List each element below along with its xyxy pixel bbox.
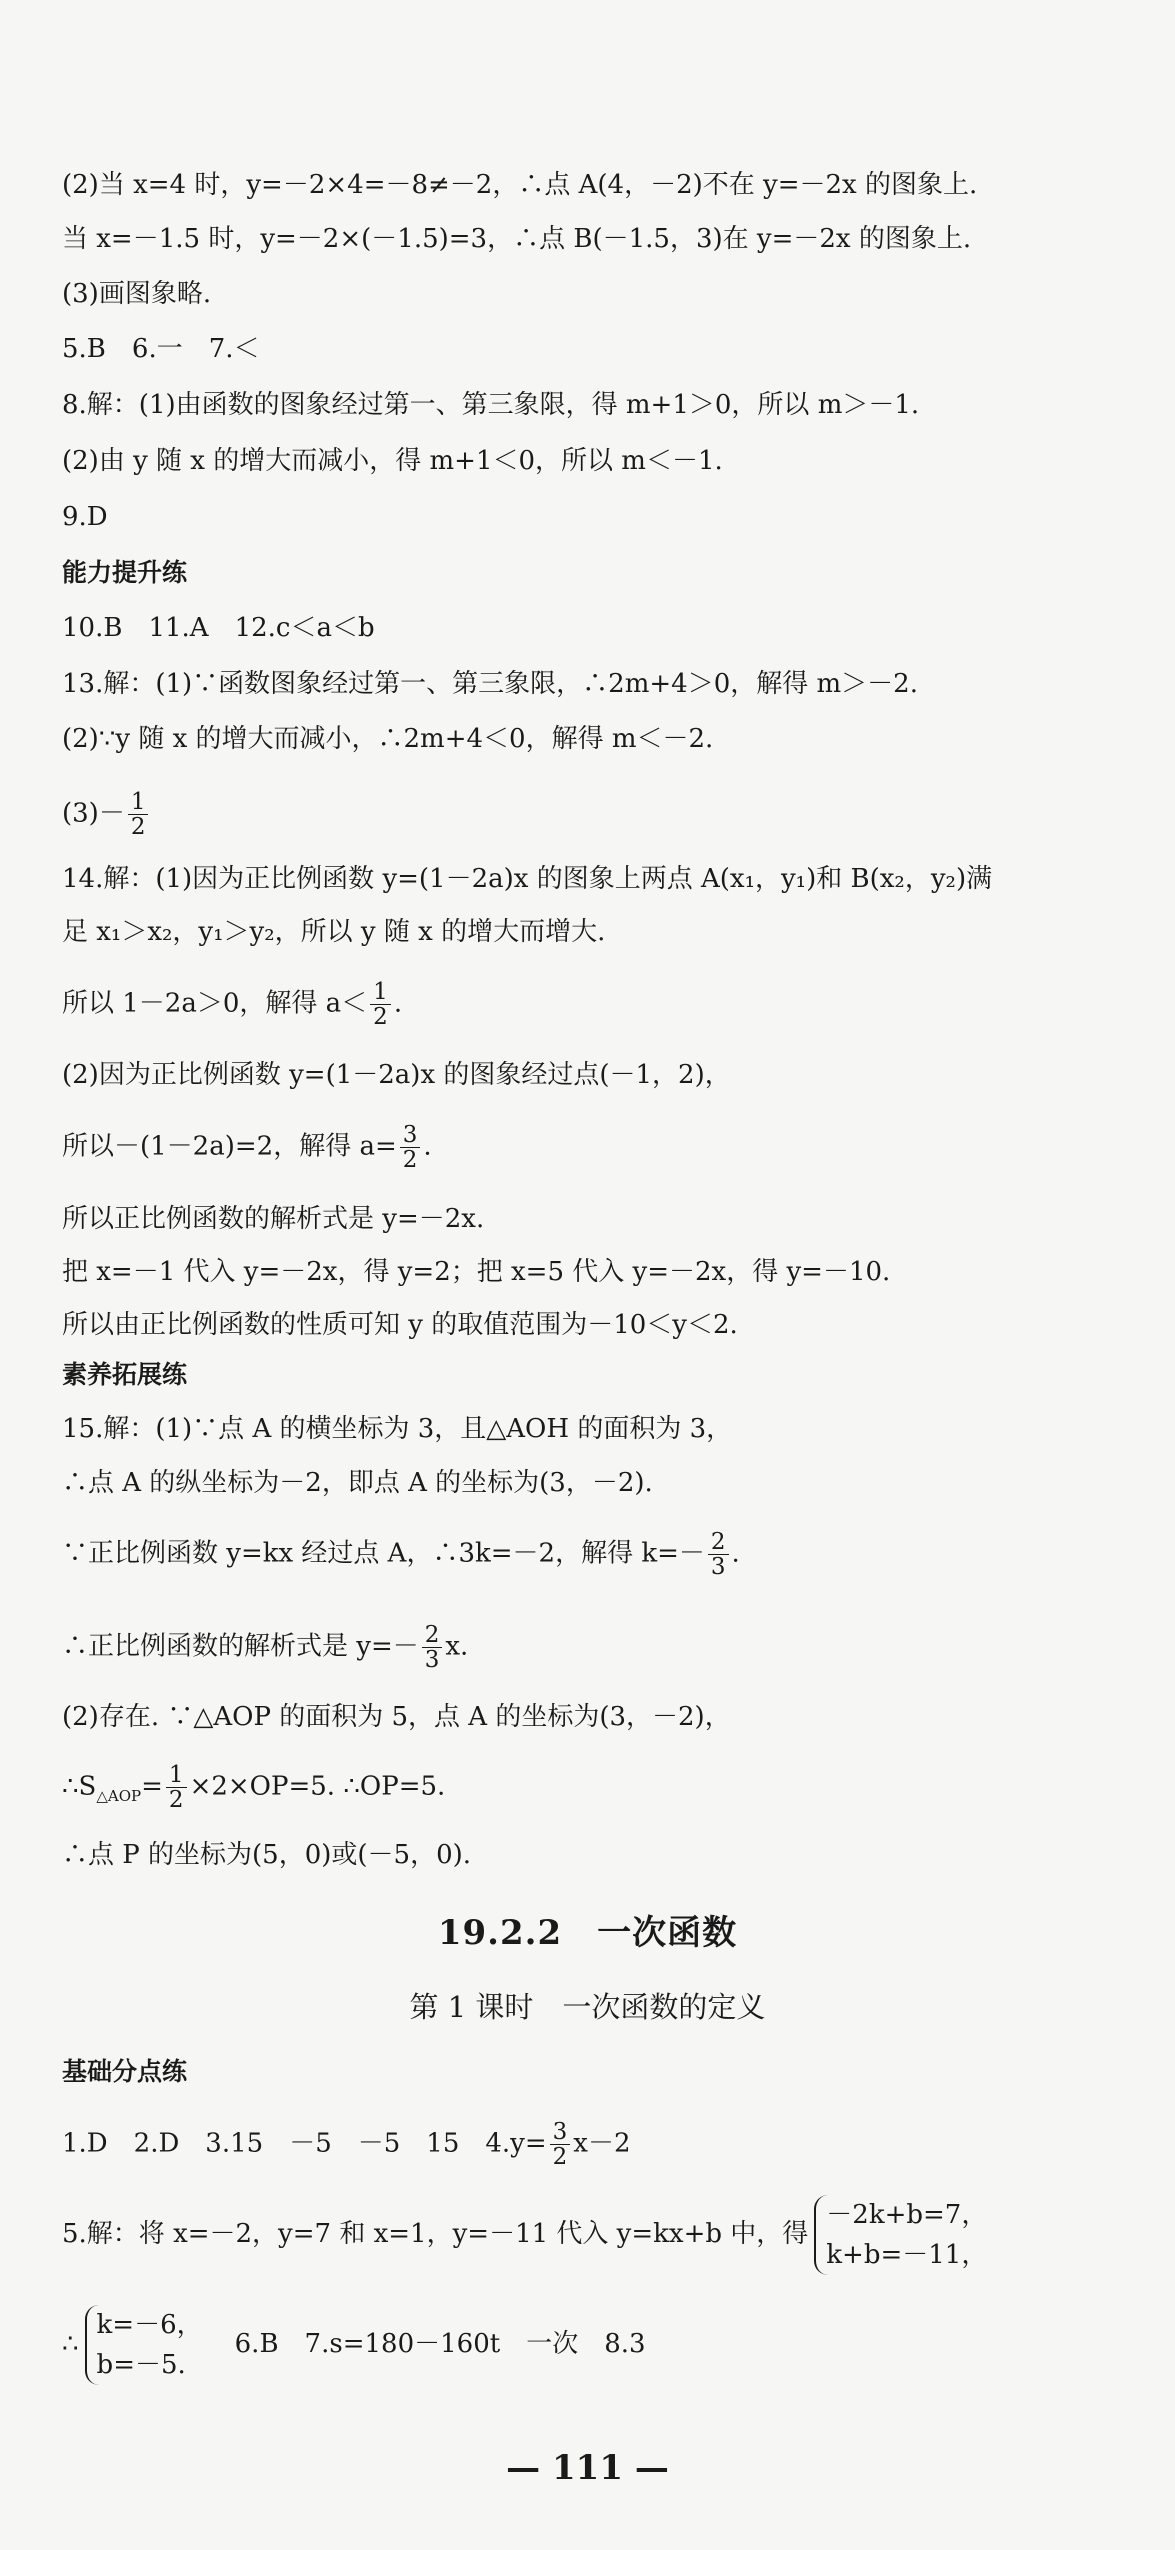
equation: －2k+b=7，	[826, 2200, 988, 2230]
text-line: (2)由 y 随 x 的增大而减小，得 m+1＜0，所以 m＜－1.	[62, 446, 723, 476]
fraction-denominator: 2	[552, 2144, 568, 2171]
fraction-numerator: 1	[166, 1763, 187, 1788]
text-segment: 所以 1－2a＞0，解得 a＜	[62, 988, 368, 1019]
text-segment: =	[141, 1771, 163, 1802]
text-line-with-fraction	[62, 1123, 432, 1172]
text-line-with-fraction	[62, 1623, 468, 1672]
text-segment: x－2	[573, 2128, 631, 2159]
text-segment: .	[731, 1538, 740, 1569]
equation: k+b=－11，	[826, 2240, 988, 2270]
text-line: 8.解：(1)由函数的图象经过第一、第三象限，得 m+1＞0，所以 m＞－1.	[62, 390, 920, 420]
fraction-numerator: 3	[400, 1123, 421, 1148]
text-line: ∴点 A 的纵坐标为－2，即点 A 的坐标为(3，－2).	[62, 1468, 653, 1498]
text-segment: ∴正比例函数的解析式是 y=－	[62, 1631, 419, 1662]
fraction	[128, 790, 149, 839]
text-line-with-fraction	[62, 2120, 631, 2169]
text-segment: 1.D 2.D 3.15 －5 －5 15 4.y=	[62, 2128, 547, 2159]
text-line: 10.B 11.A 12.c＜a＜b	[62, 613, 375, 643]
text-line: (2)因为正比例函数 y=(1－2a)x 的图象经过点(－1，2)，	[62, 1060, 731, 1090]
text-segment: 所以－(1－2a)=2，解得 a=	[62, 1131, 397, 1162]
text-segment: ∴S	[62, 1771, 97, 1802]
text-line: 15.解：(1)∵点 A 的横坐标为 3，且△AOH 的面积为 3，	[62, 1414, 733, 1444]
text-segment: 6.B 7.s=180－160t 一次 8.3	[208, 2329, 646, 2359]
fraction	[370, 980, 391, 1029]
fraction	[550, 2120, 571, 2169]
text-line: ∴点 P 的坐标为(5，0)或(－5，0).	[62, 1840, 472, 1870]
equation: k=－6，	[96, 2310, 203, 2340]
text-segment: 5.解：将 x=－2，y=7 和 x=1，y=－11 代入 y=kx+b 中，得	[62, 2219, 809, 2249]
equation-system	[814, 2195, 987, 2275]
fraction-numerator: 2	[422, 1623, 443, 1648]
text-segment: ∴	[62, 2329, 79, 2359]
section-heading: 基础分点练	[62, 2057, 188, 2086]
fraction-denominator: 2	[168, 1787, 184, 1814]
lesson-title: 第 1 课时 一次函数的定义	[409, 1990, 766, 2024]
fraction-denominator: 2	[130, 814, 146, 841]
fraction-denominator: 2	[402, 1147, 418, 1174]
text-segment: ∵正比例函数 y=kx 经过点 A，∴3k=－2，解得 k=－	[62, 1538, 705, 1569]
fraction	[708, 1530, 729, 1579]
fraction-numerator: 3	[550, 2120, 571, 2145]
fraction-numerator: 1	[128, 790, 149, 815]
text-line: 当 x=－1.5 时，y=－2×(－1.5)=3，∴点 B(－1.5，3)在 y=－2x 的图象上.	[62, 224, 972, 254]
text-segment: ×2×OP=5. ∴OP=5.	[189, 1771, 446, 1802]
text-line: 9.D	[62, 502, 108, 532]
fraction-numerator: 1	[370, 980, 391, 1005]
subscript: △AOP	[96, 1786, 142, 1805]
fraction	[400, 1123, 421, 1172]
text-line: (2)存在. ∵△AOP 的面积为 5，点 A 的坐标为(3，－2)，	[62, 1702, 731, 1732]
text-line: 足 x₁＞x₂，y₁＞y₂，所以 y 随 x 的增大而增大.	[62, 917, 606, 947]
text-segment: .	[393, 988, 403, 1019]
fraction-denominator: 2	[373, 1004, 388, 1031]
equation-system-line	[62, 2195, 993, 2275]
section-heading: 素养拓展练	[62, 1360, 188, 1389]
text-line-with-fraction	[62, 980, 402, 1029]
text-line-with-fraction	[62, 1530, 740, 1579]
text-segment: .	[423, 1131, 432, 1162]
section-heading: 能力提升练	[62, 558, 188, 587]
fraction-denominator: 3	[424, 1647, 440, 1674]
text-line: (2)∵y 随 x 的增大而减小，∴2m+4＜0，解得 m＜－2.	[62, 724, 714, 754]
text-line-with-fraction	[62, 790, 151, 839]
text-segment: x.	[445, 1631, 469, 1662]
text-line-with-fraction	[62, 1763, 445, 1813]
text-line: 14.解：(1)因为正比例函数 y=(1－2a)x 的图象上两点 A(x₁，y₁)和 B(x₂，y₂)满	[62, 864, 993, 894]
fraction-denominator: 3	[710, 1554, 726, 1581]
equation: b=－5.	[96, 2350, 186, 2380]
text-segment: (3)－	[62, 798, 125, 829]
equation-system-line	[62, 2305, 646, 2385]
text-line: 5.B 6.一 7.＜	[62, 334, 260, 364]
text-line: 13.解：(1)∵函数图象经过第一、第三象限，∴2m+4＞0，解得 m＞－2.	[62, 669, 918, 699]
fraction-numerator: 2	[708, 1530, 729, 1555]
section-title: 19.2.2 一次函数	[437, 1913, 738, 1953]
fraction	[166, 1763, 187, 1812]
page-number: — 111 —	[506, 2448, 669, 2488]
text-line: 所以正比例函数的解析式是 y=－2x.	[62, 1204, 485, 1234]
text-line: 把 x=－1 代入 y=－2x，得 y=2；把 x=5 代入 y=－2x，得 y=－10.	[62, 1257, 891, 1287]
text-line: (2)当 x=4 时，y=－2×4=－8≠－2，∴点 A(4，－2)不在 y=－2x 的图象上.	[62, 170, 978, 200]
equation-system	[85, 2305, 203, 2385]
text-line: 所以由正比例函数的性质可知 y 的取值范围为－10＜y＜2.	[62, 1310, 738, 1340]
fraction	[422, 1623, 443, 1672]
text-line: (3)画图象略.	[62, 279, 212, 309]
